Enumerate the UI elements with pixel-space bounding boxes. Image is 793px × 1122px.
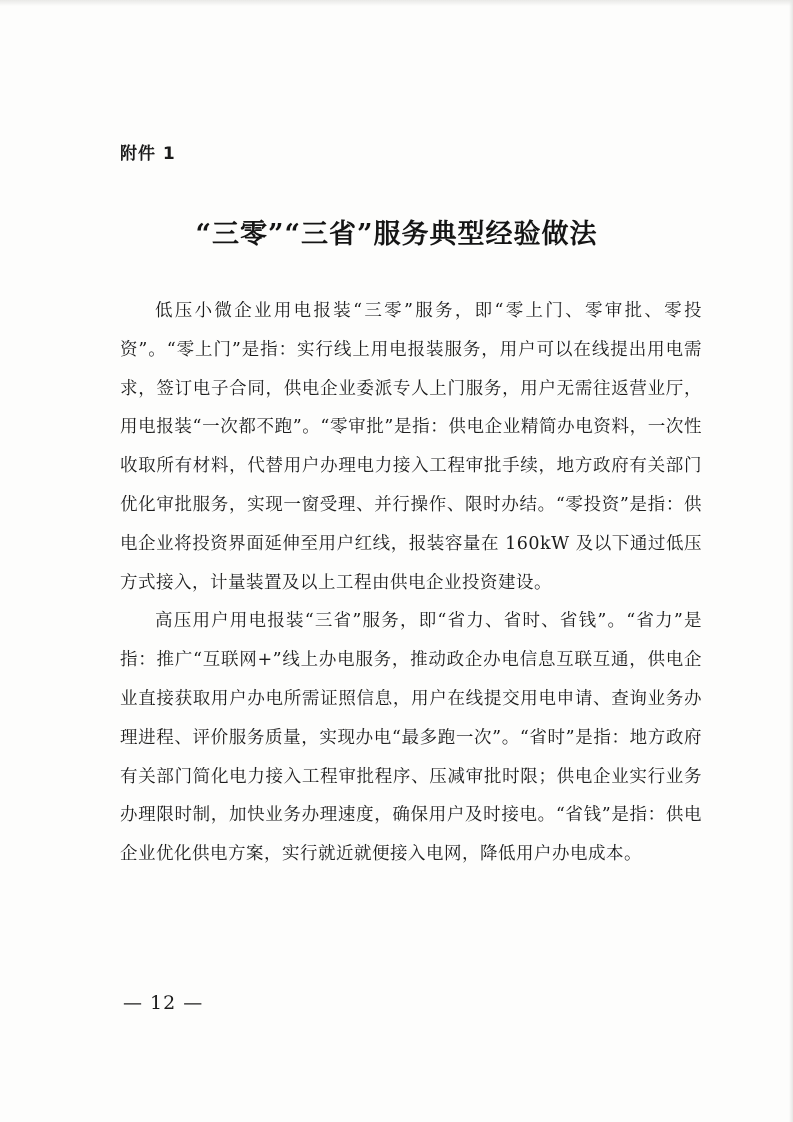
paragraph-three-zero: 低压小微企业用电报装“三零”服务，即“零上门、零审批、零投资”。“零上门”是指：实行线上用电报装服务，用户可以在线提出用电需求，签订电子合同，供电企业委派专人上门服务，用户无需往返营业厅，用电报装“一次都不跑”。“零审批”是指：供电企业精简办电资料，一次性收取所有材料，代替用户办理电力接入工程审批手续，地方政府有关部门优化审批服务，实现一窗受理、并行操作、限时办结。“零投资”是指：供电企业将投资界面延伸至用户红线，报装容量在 160kW 及以下通过低压方式接入，计量装置及以上工程由供电企业投资建设。 bbox=[120, 301, 702, 593]
scan-edge-top bbox=[0, 0, 793, 6]
page-number: — 12 — bbox=[123, 992, 204, 1014]
body-text bbox=[120, 292, 702, 874]
scan-edge-right bbox=[789, 0, 793, 1122]
attachment-label: 附件 1 bbox=[120, 144, 176, 164]
paragraph-three-save: 高压用户用电报装“三省”服务，即“省力、省时、省钱”。“省力”是指：推广“互联网+”线上办电服务，推动政企办电信息互联互通，供电企业直接获取用户办电所需证照信息，用户在线提交用电申请、查询业务办理进程、评价服务质量，实现办电“最多跑一次”。“省时”是指：地方政府有关部门简化电力接入工程审批程序、压减审批时限；供电企业实行业务办理限时制，加快业务办理速度，确保用户及时接电。“省钱”是指：供电企业优化供电方案，实行就近就便接入电网，降低用户办电成本。 bbox=[120, 611, 702, 865]
document-title: “三零”“三省”服务典型经验做法 bbox=[195, 219, 598, 250]
